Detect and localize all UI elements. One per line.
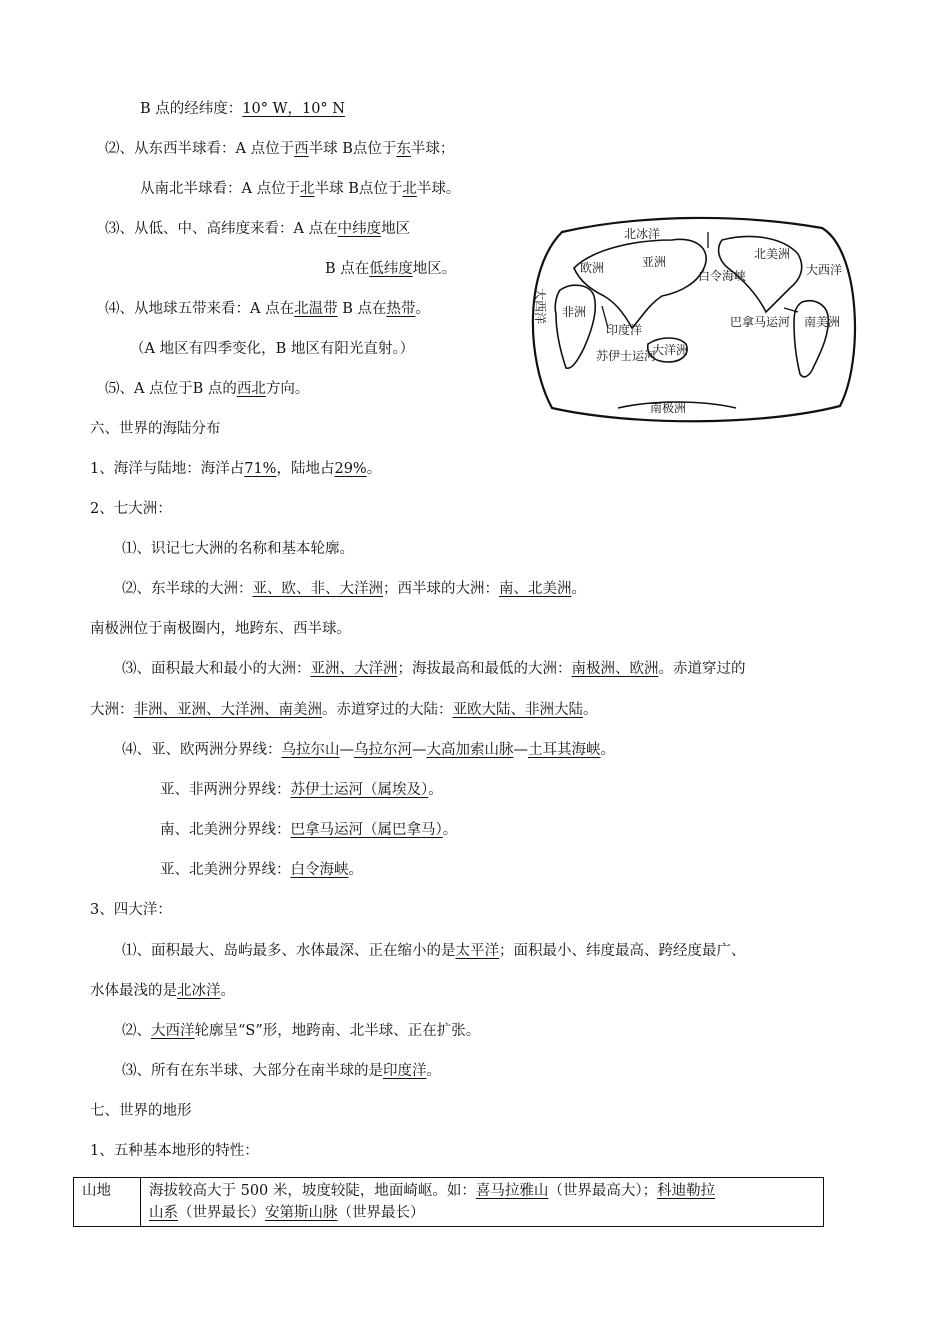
south-america-shape — [794, 301, 828, 377]
text: 南、北美洲分界线： — [160, 822, 291, 838]
text: 南极洲位于南极圈内，地跨东、西半球。 — [90, 621, 351, 637]
section-heading-6 — [90, 419, 221, 439]
landform-description — [141, 1178, 824, 1227]
label-europe: 欧洲 — [580, 261, 605, 275]
line-ocean-land — [90, 459, 381, 479]
answer-text: 土耳其海峡 — [528, 742, 601, 758]
text: 水体最浅的是 — [90, 983, 177, 999]
line-north-south-hemisphere — [140, 179, 460, 199]
text: 从南北半球看：A 点位于 — [140, 181, 301, 197]
line-americas-boundary — [160, 820, 457, 840]
text: 。 — [428, 782, 443, 798]
answer-text: 南极洲、欧洲 — [571, 661, 659, 677]
line-five-zones — [105, 299, 430, 319]
text: ⑷、从地球五带来看：A 点在 — [105, 301, 295, 317]
text: （世界最长） — [337, 1205, 425, 1221]
label-atlantic-right: 大西洋 — [806, 263, 843, 277]
text: 。 — [426, 1063, 441, 1079]
answer-text: 东 — [396, 141, 411, 157]
text: 。 — [220, 983, 235, 999]
label-atlantic-left: 大西洋 — [533, 288, 547, 325]
table-row — [74, 1178, 824, 1227]
text: ⑵、从东西半球看：A 点位于 — [105, 141, 295, 157]
answer-text: 大高加索山脉 — [426, 742, 514, 758]
text: 七、世界的地形 — [90, 1103, 192, 1119]
text: 。 — [571, 581, 586, 597]
line-b-coordinates — [140, 99, 345, 119]
line-arctic — [90, 981, 235, 1001]
subheading-continents — [90, 499, 172, 519]
label-north-america: 北美洲 — [754, 247, 791, 261]
text: 半球 B点位于 — [308, 141, 397, 157]
text: 海拔较高大于 500 米，坡度较陡，地面崎岖。如： — [149, 1183, 476, 1199]
section-heading-7 — [90, 1101, 192, 1121]
line-area-altitude — [122, 659, 746, 679]
line-latitude-b — [325, 259, 456, 279]
text: ⑴、面积最大、岛屿最多、水体最深、正在缩小的是 — [122, 943, 456, 959]
answer-text: 热带 — [386, 301, 416, 317]
text: （世界最长） — [178, 1205, 265, 1221]
text: 轮廓呈“S”形，地跨南、北半球、正在扩张。 — [194, 1023, 481, 1039]
label-bering: 白令海峡 — [698, 269, 747, 283]
text: ；海拔最高和最低的大洲： — [397, 661, 572, 677]
text: 地区。 — [412, 261, 457, 277]
label-africa: 非洲 — [562, 305, 587, 319]
label-panama: 巴拿马运河 — [730, 315, 791, 329]
label-arctic: 北冰洋 — [624, 227, 661, 241]
answer-text: 北冰洋 — [177, 983, 221, 999]
answer-text: 大西洋 — [151, 1023, 195, 1039]
landform-name: 山地 — [74, 1178, 141, 1227]
text: B 点在 — [325, 261, 370, 277]
line-asia-europe-boundary — [122, 740, 615, 760]
answer-text: 南、北美洲 — [499, 581, 572, 597]
answer-text: 喜马拉雅山 — [475, 1183, 549, 1199]
line-asia-africa-boundary — [160, 780, 443, 800]
text: 。 — [415, 301, 430, 317]
text: ⑶、从低、中、高纬度来看：A 点在 — [105, 221, 338, 237]
line-latitude-a — [105, 219, 410, 239]
text: ⑴、识记七大洲的名称和基本轮廓。 — [122, 541, 354, 557]
label-suez: 苏伊士运河 — [596, 349, 657, 363]
line-asia-northamerica-boundary — [160, 860, 363, 880]
text: 。 — [583, 702, 598, 718]
text: ⑵、 — [122, 1023, 151, 1039]
text: 1、五种基本地形的特性： — [90, 1143, 259, 1159]
world-map-sketch — [522, 210, 860, 428]
text: ，陆地占 — [276, 461, 335, 477]
text: ；西半球的大洲： — [383, 581, 499, 597]
answer-text: 山系 — [149, 1205, 178, 1221]
answer-text: 白令海峡 — [290, 862, 349, 878]
label-south-america: 南美洲 — [804, 315, 841, 329]
answer-text: 巴拿马运河（属巴拿马） — [290, 822, 443, 838]
text: B 点的经纬度： — [140, 101, 243, 117]
text: 亚、北美洲分界线： — [160, 862, 291, 878]
answer-text: 亚洲、大洋洲 — [310, 661, 398, 677]
text: 地区 — [381, 221, 411, 237]
label-indian: 印度洋 — [606, 323, 643, 337]
text: 六、世界的海陆分布 — [90, 421, 221, 437]
line-direction — [105, 379, 309, 399]
text: 方向。 — [265, 381, 310, 397]
answer-text: 北 — [402, 181, 417, 197]
line-pacific — [122, 941, 746, 961]
answer-text: 29% — [334, 461, 367, 477]
answer-text: 西北 — [236, 381, 266, 397]
text: 。 — [442, 822, 458, 838]
label-oceania: 大洋洲 — [652, 343, 689, 357]
text: ⑸、A 点位于B 点的 — [105, 381, 237, 397]
text: — — [412, 742, 427, 758]
answer-text: 苏伊士运河（属埃及） — [290, 782, 429, 798]
line-zone-note — [130, 339, 414, 359]
line-hemisphere-continents — [122, 579, 586, 599]
text: 。 — [600, 742, 615, 758]
answer-text: 太平洋 — [455, 943, 499, 959]
africa-shape — [555, 285, 595, 368]
text: — — [513, 742, 528, 758]
text: 大洲： — [90, 702, 134, 718]
text: ⑶、所有在东半球、大部分在南半球的是 — [122, 1063, 383, 1079]
text: — — [339, 742, 354, 758]
label-asia: 亚洲 — [642, 255, 667, 269]
text: 半球 B点位于 — [314, 181, 403, 197]
text: ；面积最小、纬度最高、跨经度最广、 — [499, 943, 746, 959]
answer-text: 亚欧大陆、非洲大陆 — [452, 702, 583, 718]
subheading-oceans — [90, 900, 172, 920]
line-east-west-hemisphere — [105, 139, 454, 159]
label-antarctica: 南极洲 — [650, 401, 687, 415]
text: 。 — [366, 461, 382, 477]
text: B 点在 — [337, 301, 387, 317]
answer-text: 乌拉尔河 — [354, 742, 412, 758]
text: ⑷、亚、欧两洲分界线： — [122, 742, 282, 758]
line-antarctica — [90, 619, 351, 639]
line-continent-names — [122, 539, 354, 559]
subheading-landforms — [90, 1141, 259, 1161]
text: 半球； — [410, 141, 455, 157]
answer-text: 北温带 — [294, 301, 338, 317]
text: 3、四大洋： — [90, 902, 172, 918]
answer-text: 西 — [294, 141, 309, 157]
answer-text: 北 — [300, 181, 315, 197]
answer-text: 亚、欧、非、大洋洲 — [252, 581, 383, 597]
text: （世界最高大）； — [548, 1183, 658, 1199]
landform-table — [73, 1177, 824, 1227]
answer-text: 低纬度 — [369, 261, 413, 277]
answer-text: 非洲、亚洲、大洋洲、南美洲 — [133, 702, 322, 718]
answer-text: 71% — [244, 461, 277, 477]
text: 2、七大洲： — [90, 501, 172, 517]
text: 半球。 — [416, 181, 461, 197]
text: 。 — [348, 862, 363, 878]
answer-text: 科迪勒拉 — [657, 1183, 716, 1199]
line-atlantic — [122, 1021, 480, 1041]
answer-text: 印度洋 — [383, 1063, 427, 1079]
text: 。赤道穿过的大陆： — [322, 702, 453, 718]
text: 亚、非两洲分界线： — [160, 782, 291, 798]
answer-text: 中纬度 — [337, 221, 382, 237]
answer-text: 10° W，10° N — [242, 101, 345, 117]
text: 1、海洋与陆地：海洋占 — [90, 461, 245, 477]
text: ⑶、面积最大和最小的大洲： — [122, 661, 311, 677]
text: 。赤道穿过的 — [658, 661, 746, 677]
text: ⑵、东半球的大洲： — [122, 581, 253, 597]
line-equator — [90, 700, 598, 720]
line-indian — [122, 1061, 441, 1081]
answer-text: 乌拉尔山 — [281, 742, 340, 758]
answer-text: 安第斯山脉 — [265, 1205, 338, 1221]
text: （A 地区有四季变化，B 地区有阳光直射。） — [130, 341, 415, 357]
